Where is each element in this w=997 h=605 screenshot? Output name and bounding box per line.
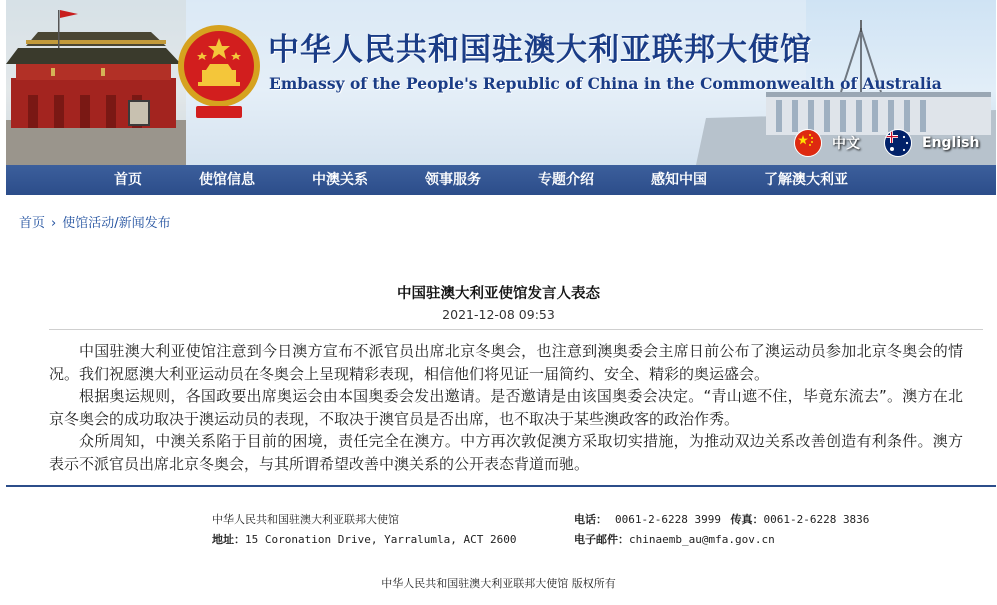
lang-switch-english[interactable] xyxy=(884,130,979,156)
footer-fax-value: 0061-2-6228 3836 xyxy=(763,513,870,526)
divider xyxy=(49,329,983,330)
article-paragraph: 根据奥运规则，各国政要出席奥运会由本国奥委会发出邀请。是否邀请是由该国奥委会决定。“青山遮不住，毕竟东流去”。澳方在北京冬奥会的成功取决于澳运动员的表现，不取决于澳官员是否出席，也不取决于某些澳政客的政治作秀。 xyxy=(49,387,963,428)
footer-address xyxy=(212,531,517,547)
footer-address-value: 15 Coronation Drive, Yarralumla, ACT 2600 xyxy=(245,533,517,546)
article-paragraph: 众所周知，中澳关系陷于目前的困境，责任完全在澳方。中方再次敦促澳方采取切实措施，为推动双边关系改善创造有利条件。澳方表示不派官员出席北京冬奥会，与其所谓希望改善中澳关系的公开表态背道而驰。 xyxy=(49,432,963,473)
footer-email-label: 电子邮件： xyxy=(574,533,629,546)
article-title: 中国驻澳大利亚使馆发言人表态 xyxy=(397,286,600,302)
breadcrumb-home[interactable]: 首页 xyxy=(19,216,46,231)
article-date: 2021-12-08 09:53 xyxy=(442,307,555,322)
nav-item-consular-services[interactable]: 领事服务 xyxy=(425,172,481,188)
lang-switch-chinese[interactable] xyxy=(794,130,860,156)
footer-divider xyxy=(6,485,996,487)
footer-copyright: 中华人民共和国驻澳大利亚联邦大使馆 版权所有 xyxy=(381,577,616,590)
site-title-cn: 中华人民共和国驻澳大利亚联邦大使馆 xyxy=(268,32,812,68)
nav-item-about-australia[interactable]: 了解澳大利亚 xyxy=(764,172,848,188)
breadcrumb-current[interactable]: 使馆活动/新闻发布 xyxy=(62,216,171,231)
lang-label-english: English xyxy=(922,135,980,151)
footer-phone-label: 电话： xyxy=(574,513,607,526)
nav-item-special-topics[interactable]: 专题介绍 xyxy=(538,172,594,188)
site-banner xyxy=(6,0,996,165)
footer-org-name: 中华人民共和国驻澳大利亚联邦大使馆 xyxy=(212,513,399,526)
nav-item-perceive-china[interactable]: 感知中国 xyxy=(651,172,707,188)
nav-item-home[interactable]: 首页 xyxy=(114,172,142,188)
footer-fax-label: 传真： xyxy=(730,513,764,526)
nav-item-embassy-info[interactable]: 使馆信息 xyxy=(199,172,255,188)
lang-label-chinese: 中文 xyxy=(832,136,860,152)
china-flag-icon xyxy=(794,129,822,157)
chevron-right-icon: › xyxy=(51,216,57,231)
article-body xyxy=(49,340,963,475)
nav-item-china-australia-relations[interactable]: 中澳关系 xyxy=(312,172,368,188)
footer-email-link[interactable]: chinaemb_au@mfa.gov.cn xyxy=(629,533,775,546)
national-emblem-icon xyxy=(176,22,262,122)
article-paragraph: 中国驻澳大利亚使馆注意到今日澳方宣布不派官员出席北京冬奥会，也注意到澳奥委会主席日前公布了澳运动员参加北京冬奥会的情况。我们祝愿澳大利亚运动员在冬奥会上呈现精彩表现，相信他们将见证一届简约、安全、精彩的奥运盛会。 xyxy=(49,342,963,383)
footer-address-label: 地址： xyxy=(212,533,245,546)
footer-phone-value: 0061-2-6228 3999 xyxy=(615,513,721,526)
breadcrumb xyxy=(19,212,171,231)
footer-phone-fax xyxy=(574,511,869,527)
site-title-en: Embassy of the People's Republic of China in the Commonwealth of Australia xyxy=(269,74,942,93)
main-nav xyxy=(6,165,996,195)
australia-flag-icon xyxy=(884,129,912,157)
footer-email xyxy=(574,531,775,547)
